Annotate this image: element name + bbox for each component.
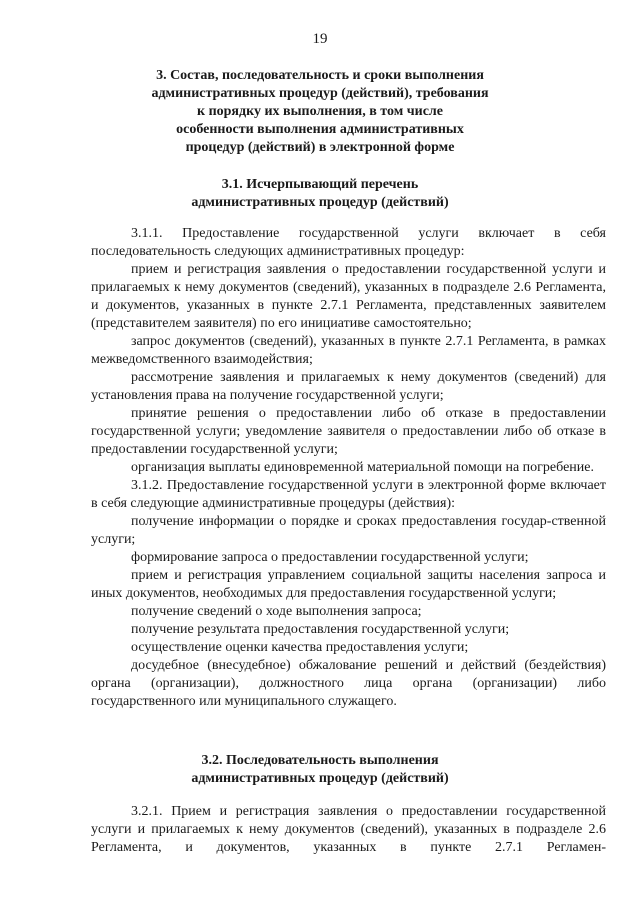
subsection-heading-line: административных процедур (действий) xyxy=(191,771,449,786)
subsection-heading-line: 3.2. Последовательность выполнения xyxy=(201,753,439,768)
paragraph: формирование запроса о предоставлении государственной услуги; xyxy=(131,550,529,565)
paragraph: принятие решения о предоставлении либо об отказе в предоставлении государственной услуги; уведомление заявителя о предоставлении либо об отказе в предоставлении государственной услуги; xyxy=(91,406,606,457)
paragraph: получение информации о порядке и сроках предоставления государ-ственной услуги; xyxy=(91,514,606,547)
paragraph: прием и регистрация управлением социальной защиты населения запроса и иных документов, необходимых для предоставления государственной услуги; xyxy=(91,568,606,601)
section-heading-line: 3. Состав, последовательность и сроки выполнения xyxy=(156,68,484,83)
paragraph: получение сведений о ходе выполнения запроса; xyxy=(131,604,422,619)
section-heading-line: к порядку их выполнения, в том числе xyxy=(197,104,443,119)
paragraph: организация выплаты единовременной материальной помощи на погребение. xyxy=(131,460,594,475)
subsection-heading-line: 3.1. Исчерпывающий перечень xyxy=(221,177,419,192)
page-number: 19 xyxy=(312,31,328,47)
paragraph: досудебное (внесудебное) обжалование решений и действий (бездействия) органа (организации), должностного лица органа (организации) либо государственного или муниципального служащего. xyxy=(91,658,606,709)
paragraph: прием и регистрация заявления о предоставлении государственной услуги и прилагаемых к нему документов (сведений), указанных в подразделе 2.6 Регламента, и документов, указанных в пункте 2.7.1 Регламента, представленных заявителем (представителем заявителя) по его инициативе самостоятельно; xyxy=(91,262,606,331)
paragraph: получение результата предоставления государственной услуги; xyxy=(131,622,510,637)
section-3-2-body xyxy=(91,803,606,857)
paragraph: 3.1.1. Предоставление государственной услуги включает в себя последовательность следующих административных процедур: xyxy=(91,226,606,259)
paragraph: запрос документов (сведений), указанных в пункте 2.7.1 Регламента, в рамках межведомственного взаимодействия; xyxy=(91,334,606,367)
paragraph: рассмотрение заявления и прилагаемых к нему документов (сведений) для установления права на получение государственной услуги; xyxy=(91,370,606,403)
subsection-heading-3-2 xyxy=(0,752,640,788)
section-heading xyxy=(0,67,640,157)
paragraph: осуществление оценки качества предоставления услуги; xyxy=(131,640,469,655)
subsection-heading-3-1 xyxy=(0,176,640,212)
paragraph: 3.2.1. Прием и регистрация заявления о предоставлении государственной услуги и прилагаемых к нему документов (сведений), указанных в подразделе 2.6 Регламента, и документов, указанных в пункте 2.7.1 Регламен- xyxy=(91,804,606,855)
section-heading-line: процедур (действий) в электронной форме xyxy=(185,140,455,155)
section-3-1-body xyxy=(91,225,606,711)
paragraph: 3.1.2. Предоставление государственной услуги в электронной форме включает в себя следующие административные процедуры (действия): xyxy=(91,478,606,511)
subsection-heading-line: административных процедур (действий) xyxy=(191,195,449,210)
section-heading-line: административных процедур (действий), требования xyxy=(151,86,489,101)
section-heading-line: особенности выполнения административных xyxy=(176,122,464,137)
